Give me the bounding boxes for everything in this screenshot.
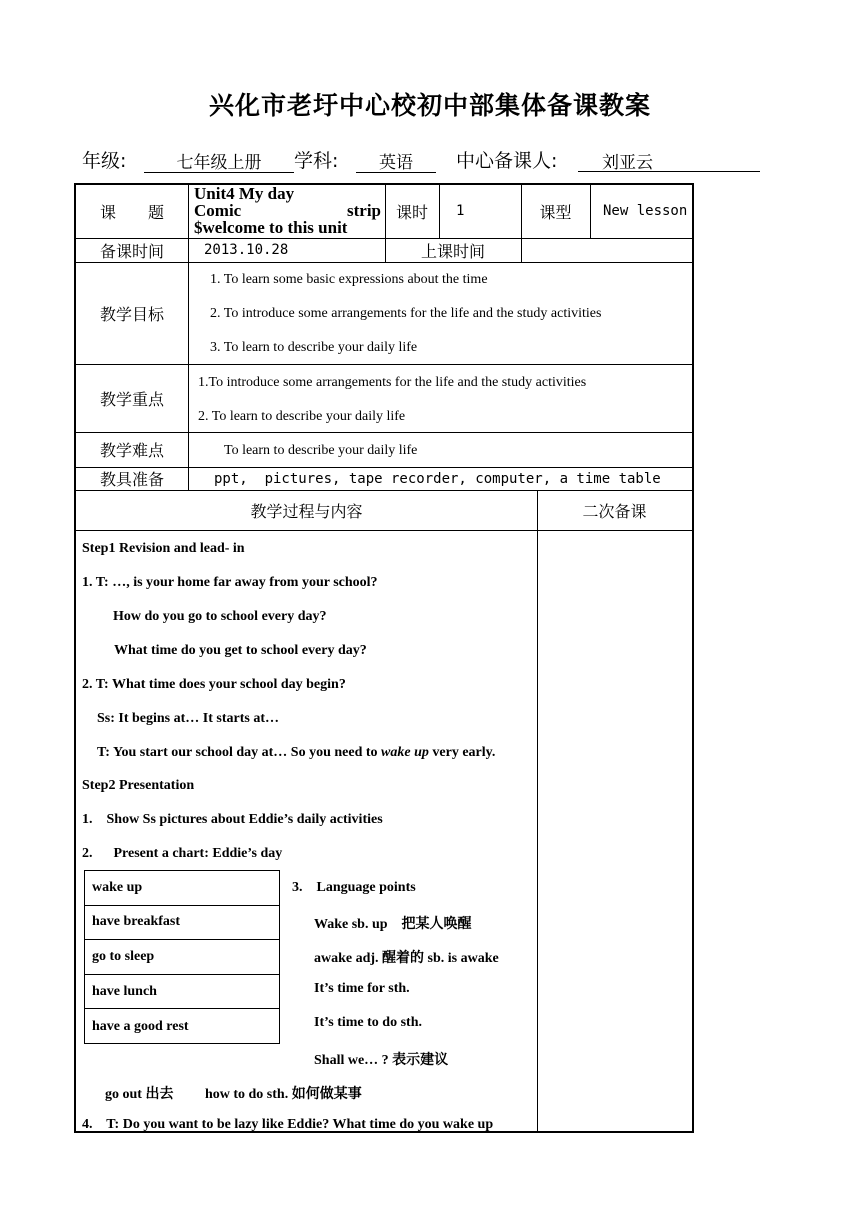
process-line: 1. T: …, is your home far away from your school? xyxy=(82,575,378,590)
process-line: Step1 Revision and lead- in xyxy=(82,541,245,556)
grade-value: 七年级上册 xyxy=(144,148,294,173)
goal-item: 3. To learn to describe your daily life xyxy=(210,340,418,355)
process-line: How do you go to school every day? xyxy=(113,609,327,624)
chart-row: have a good rest xyxy=(92,1018,189,1034)
topic-label: 课 题 xyxy=(99,203,164,222)
key-point-item: 1.To introduce some arrangements for the life and the study activities xyxy=(198,375,587,390)
process-line: Step2 Presentation xyxy=(82,778,195,793)
header-info xyxy=(82,146,772,176)
process-line: T: You start our school day at… So you need to wake up very early. xyxy=(97,745,496,760)
key-point-item: 2. To learn to describe your daily life xyxy=(198,409,406,424)
process-line: go out 出去 how to do sth. 如何做某事 xyxy=(105,1087,362,1102)
second-prep-header: 二次备课 xyxy=(582,501,647,521)
chart-row: have breakfast xyxy=(85,906,279,941)
language-point: Wake sb. up 把某人唤醒 xyxy=(314,917,472,932)
chart-row: go to sleep xyxy=(85,940,279,975)
difficult-label: 教学难点 xyxy=(99,441,164,460)
type-label: 课型 xyxy=(539,203,572,222)
tools-label: 教具准备 xyxy=(99,470,164,489)
language-point: Shall we… ? 表示建议 xyxy=(314,1053,449,1068)
process-line: 2. Present a chart: Eddie’s day xyxy=(82,846,283,861)
subject-value: 英语 xyxy=(356,148,436,173)
prep-time-label: 备课时间 xyxy=(99,241,164,261)
period-value: 1 xyxy=(456,203,465,219)
process-line: 1. Show Ss pictures about Eddie’s daily activities xyxy=(82,812,383,827)
language-point: It’s time for sth. xyxy=(314,981,410,996)
type-value: New lesson xyxy=(603,203,688,219)
grade-label: 年级: xyxy=(82,150,127,172)
language-points-title: 3. Language points xyxy=(292,880,416,895)
language-point: awake adj. 醒着的 sb. is awake xyxy=(314,951,499,966)
language-point: It’s time to do sth. xyxy=(314,1015,422,1030)
process-header: 教学过程与内容 xyxy=(250,501,363,521)
chart-row: wake up xyxy=(85,871,279,906)
process-line: 4. T: Do you want to be lazy like Eddie? What time do you wake up xyxy=(82,1117,494,1132)
tools-value: ppt, pictures, tape recorder, computer, a time table xyxy=(214,471,661,487)
period-label: 课时 xyxy=(395,203,428,222)
preparer-value: 刘亚云 xyxy=(578,148,760,172)
process-line: Ss: It begins at… It starts at… xyxy=(97,711,279,726)
process-line: What time do you get to school every day? xyxy=(114,643,367,658)
class-time-label: 上课时间 xyxy=(420,241,485,261)
process-line: 2. T: What time does your school day begin? xyxy=(82,677,346,692)
page-title: 兴化市老圩中心校初中部集体备课教案 xyxy=(208,91,651,120)
subject-label: 学科: xyxy=(294,150,339,172)
preparer-label: 中心备课人: xyxy=(456,150,558,172)
goal-item: 1. To learn some basic expressions about the time xyxy=(210,272,488,287)
prep-time-value: 2013.10.28 xyxy=(204,242,289,258)
difficult-value: To learn to describe your daily life xyxy=(224,443,418,458)
goals-label: 教学目标 xyxy=(99,304,164,324)
lesson-plan-table xyxy=(74,183,694,1133)
eddie-day-chart xyxy=(84,870,280,1044)
chart-row: have lunch xyxy=(85,975,279,1010)
key-points-label: 教学重点 xyxy=(99,389,164,409)
topic-value: Unit4 My day Comic strip $welcome to this unit xyxy=(194,184,381,237)
goal-item: 2. To introduce some arrangements for the life and the study activities xyxy=(210,306,602,321)
